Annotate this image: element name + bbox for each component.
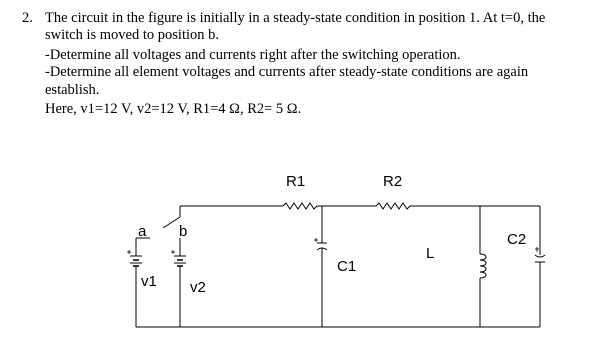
v1-label: v1 bbox=[141, 273, 157, 290]
c2-label: C2 bbox=[507, 231, 527, 248]
problem-line-4: -Determine all element voltages and currents after steady-state conditions are again bbox=[45, 64, 529, 80]
v2-label: v2 bbox=[190, 279, 206, 296]
v2-source bbox=[171, 238, 186, 327]
c2-capacitor bbox=[535, 206, 545, 327]
c1-capacitor bbox=[314, 206, 327, 327]
v1-source bbox=[127, 238, 142, 327]
problem-number: 2. bbox=[22, 10, 33, 26]
problem-line-6: Here, v1=12 V, v2=12 V, R1=4 Ω, R2= 5 Ω. bbox=[45, 101, 302, 117]
r2-resistor bbox=[376, 203, 410, 209]
switch-position-b: b bbox=[179, 223, 188, 240]
switch-position-a: a bbox=[138, 223, 147, 240]
problem-line-3: -Determine all voltages and currents right after the switching operation. bbox=[45, 47, 461, 63]
problem-line-2: switch is moved to position b. bbox=[45, 27, 219, 43]
c1-label: C1 bbox=[337, 258, 357, 275]
r1-resistor bbox=[283, 203, 317, 209]
problem-line-5: establish. bbox=[45, 82, 100, 98]
inductor bbox=[480, 206, 486, 327]
r1-label: R1 bbox=[286, 173, 306, 190]
r2-label: R2 bbox=[383, 173, 403, 190]
inductor-label: L bbox=[426, 245, 435, 262]
problem-line-1: The circuit in the figure is initially in a steady-state condition in position 1. At t=0, the bbox=[45, 10, 546, 26]
